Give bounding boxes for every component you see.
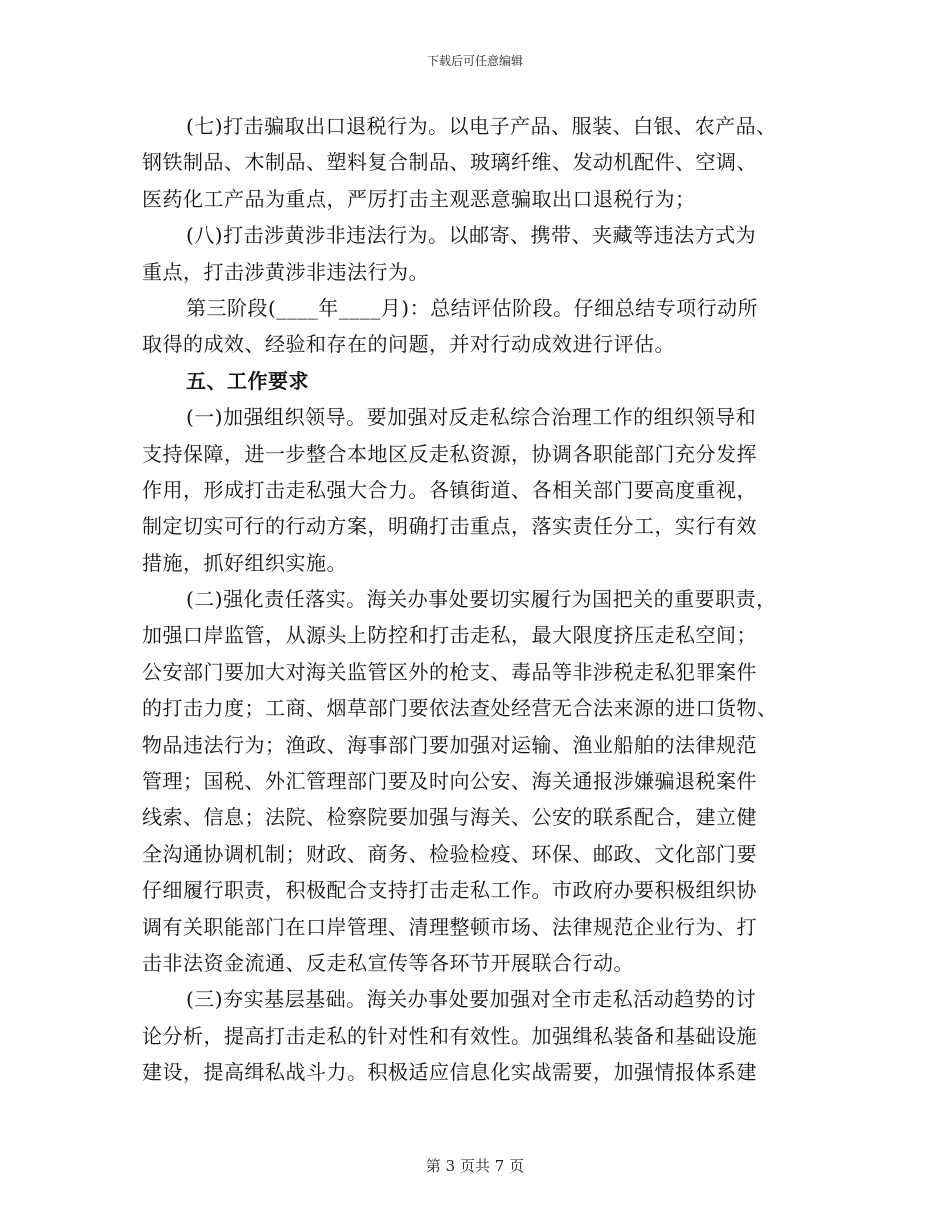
text-line: 公安部门要加大对海关监管区外的枪支、毒品等非涉税走私犯罪案件 [142, 659, 757, 684]
text-line: 线索、信息；法院、检察院要加强与海关、公安的联系配合，建立健 [142, 805, 757, 830]
text-line: 五、工作要求 [186, 368, 309, 393]
paragraph [142, 217, 810, 290]
text-line: 论分析，提高打击走私的针对性和有效性。加强缉私装备和基础设施 [142, 1023, 757, 1048]
text-line: 仔细履行职责，积极配合支持打击走私工作。市政府办要积极组织协 [142, 878, 757, 903]
text-line: (七)打击骗取出口退税行为。以电子产品、服装、白银、农产品、 [186, 114, 777, 138]
paragraph [142, 290, 810, 363]
text-line: 全沟通协调机制；财政、商务、检验检疫、环保、邮政、文化部门要 [142, 841, 757, 866]
text-line: 击非法资金流通、反走私宣传等各环节开展联合行动。 [142, 950, 634, 975]
text-line: 钢铁制品、木制品、塑料复合制品、玻璃纤维、发动机配件、空调、 [142, 150, 757, 175]
text-line: 第三阶段(____年____月)：总结评估阶段。仔细总结专项行动所 [186, 295, 759, 320]
text-line: 取得的成效、经验和存在的问题，并对行动成效进行评估。 [142, 332, 675, 357]
text-line: 调有关职能部门在口岸管理、清理整顿市场、法律规范企业行为、打 [142, 914, 757, 939]
paragraph [142, 108, 810, 217]
paragraph [142, 399, 810, 581]
text-line: 措施，抓好组织实施。 [142, 550, 347, 575]
text-line: 物品违法行为；渔政、海事部门要加强对运输、渔业船舶的法律规范 [142, 732, 757, 757]
text-line: (八)打击涉黄涉非违法行为。以邮寄、携带、夹藏等违法方式为 [186, 223, 757, 248]
section-heading [142, 363, 810, 399]
paragraph [142, 981, 810, 1090]
paragraph [142, 581, 810, 981]
text-line: 医药化工产品为重点，严厉打击主观恶意骗取出口退税行为； [142, 186, 696, 211]
text-line: (二)强化责任落实。海关办事处要切实履行为国把关的重要职责， [186, 587, 777, 612]
page-header: 下载后可任意编辑 [426, 54, 523, 68]
text-line: (一)加强组织领导。要加强对反走私综合治理工作的组织领导和 [186, 405, 757, 430]
text-line: 重点，打击涉黄涉非违法行为。 [142, 259, 429, 284]
text-line: 建设，提高缉私战斗力。积极适应信息化实战需要，加强情报体系建 [142, 1060, 757, 1085]
text-line: 支持保障，进一步整合本地区反走私资源，协调各职能部门充分发挥 [142, 441, 757, 466]
document-body [142, 108, 810, 1091]
text-line: (三)夯实基层基础。海关办事处要加强对全市走私活动趋势的讨 [186, 987, 757, 1012]
text-line: 加强口岸监管，从源头上防控和打击走私，最大限度挤压走私空间； [142, 623, 757, 648]
text-line: 制定切实可行的行动方案，明确打击重点，落实责任分工，实行有效 [142, 514, 757, 539]
text-line: 管理；国税、外汇管理部门要及时向公安、海关通报涉嫌骗退税案件 [142, 769, 757, 794]
page-footer: 第 3 页共 7 页 [425, 1157, 525, 1175]
text-line: 的打击力度；工商、烟草部门要依法查处经营无合法来源的进口货物、 [142, 696, 778, 721]
text-line: 作用，形成打击走私强大合力。各镇街道、各相关部门要高度重视， [142, 477, 757, 502]
